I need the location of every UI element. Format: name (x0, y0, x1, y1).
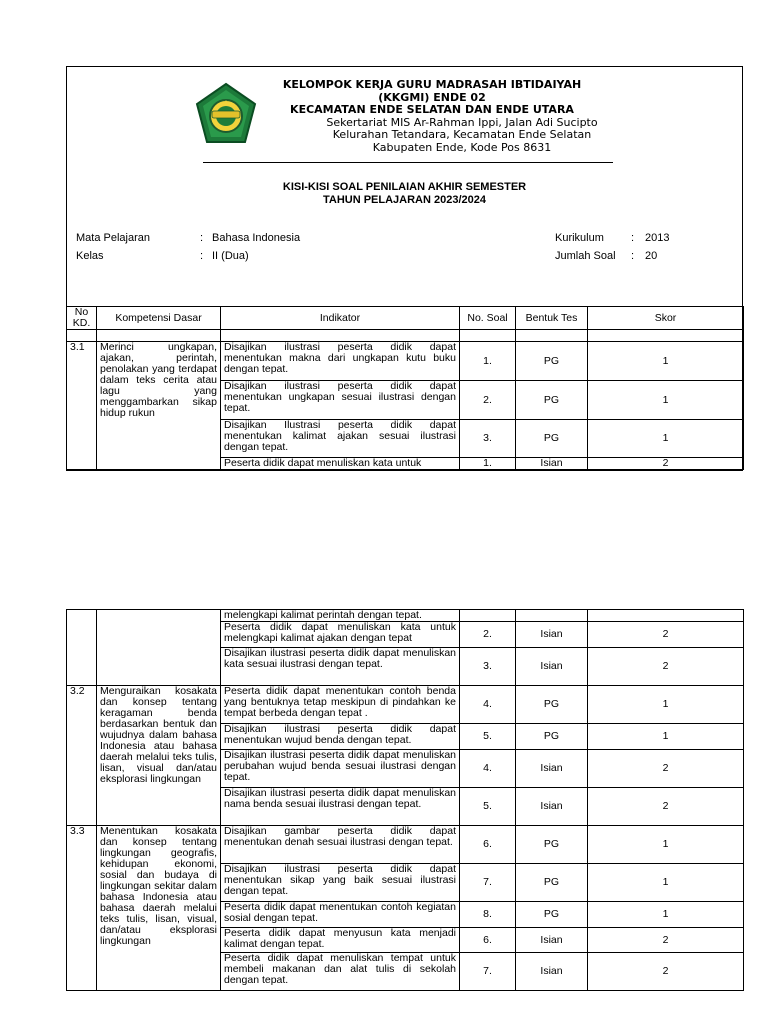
table-row (67, 826, 744, 864)
indikator-cell: Peserta didik dapat menuliskan kata untuk melengkapi kalimat ajakan dengan tepat (221, 622, 460, 648)
bentuk-cell: PG (516, 420, 588, 458)
no-soal-cell: 4. (460, 686, 516, 724)
no-soal-cell: 1. (460, 342, 516, 381)
org-line-3: KECAMATAN ENDE SELATAN DAN ENDE UTARA (290, 103, 574, 116)
header-no-kd: No KD. (67, 307, 97, 330)
no-soal-cell: 1. (460, 458, 516, 470)
table-row (67, 342, 744, 381)
bentuk-cell: Isian (516, 928, 588, 953)
mapel-label: Mata Pelajaran (76, 232, 150, 244)
mapel-value: Bahasa Indonesia (212, 232, 301, 244)
indikator-cell: Disajikan ilustrasi peserta didik dapat menuliskan kata sesuai ilustrasi dengan tepat. (221, 648, 460, 686)
skor-cell (588, 610, 744, 622)
bentuk-cell: PG (516, 381, 588, 420)
document-title (67, 181, 742, 207)
jumlah-soal-label: Jumlah Soal (555, 250, 616, 262)
kurikulum-label: Kurikulum (555, 232, 604, 244)
skor-cell: 1 (588, 826, 744, 864)
title-line-1: KISI-KISI SOAL PENILAIAN AKHIR SEMESTER (282, 181, 527, 193)
no-soal-cell: 2. (460, 622, 516, 648)
skor-cell: 2 (588, 928, 744, 953)
skor-cell: 2 (588, 622, 744, 648)
kd-text: Menentukan kosakata dan konsep tentang lingkungan geografis, kehidupan ekonomi, sosial dan budaya di lingkungan sekitar dalam bahasa Indonesia atau bahasa daerah melalui teks tulis, lisan, visual, dan/atau eksplorasi lingkungan (97, 826, 221, 991)
kd-text: Menguraikan kosakata dan konsep tentang keragaman benda berdasarkan bentuk dan wujudnya dalam bahasa Indonesia atau bahasa daerah melalui teks tulis, lisan, visual dan/atau eksplorasi lingkungan (97, 686, 221, 826)
kisi-table-page-2 (66, 609, 744, 991)
kd-number: 3.3 (67, 826, 97, 991)
kisi-table-page-1 (66, 306, 744, 470)
skor-cell: 2 (588, 953, 744, 991)
no-soal-cell: 7. (460, 864, 516, 902)
bentuk-cell: Isian (516, 788, 588, 826)
bentuk-cell: PG (516, 686, 588, 724)
no-soal-cell: 6. (460, 928, 516, 953)
skor-cell: 1 (588, 864, 744, 902)
spacer-row (67, 330, 744, 342)
colon: : (200, 232, 204, 244)
kd-text: Merinci ungkapan, ajakan, perintah, penolakan yang terdapat dalam teks cerita atau lagu yang menggambarkan sikap hidup rukun (97, 342, 221, 470)
bentuk-cell: Isian (516, 458, 588, 470)
kelas-value: II (Dua) (212, 250, 249, 262)
indikator-cell: Disajikan ilustrasi peserta didik dapat menentukan ungkapan sesuai ilustrasi dengan tepat. (221, 381, 460, 420)
kd-number: 3.2 (67, 686, 97, 826)
title-line-2: TAHUN PELAJARAN 2023/2024 (322, 194, 487, 206)
bentuk-cell: PG (516, 724, 588, 750)
bentuk-cell (516, 610, 588, 622)
colon: : (200, 250, 204, 262)
kd-number: 3.1 (67, 342, 97, 470)
bentuk-cell: Isian (516, 750, 588, 788)
bentuk-cell: PG (516, 902, 588, 928)
no-soal-cell: 3. (460, 648, 516, 686)
indikator-cell: Disajikan ilustrasi peserta didik dapat menuliskan nama benda sesuai ilustrasi dengan tepat. (221, 788, 460, 826)
indikator-cell: Peserta didik dapat menentukan contoh benda yang bentuknya tetap meskipun di pindahkan ke tempat berbeda dengan tepat . (221, 686, 460, 724)
no-soal-cell: 4. (460, 750, 516, 788)
indikator-cell: Peserta didik dapat menyusun kata menjadi kalimat dengan tepat. (221, 928, 460, 953)
skor-cell: 1 (588, 686, 744, 724)
madrasah-logo-icon (193, 82, 259, 148)
header-no-soal: No. Soal (460, 307, 516, 330)
skor-cell: 1 (588, 724, 744, 750)
skor-cell: 2 (588, 788, 744, 826)
indikator-cell: Peserta didik dapat menentukan contoh kegiatan sosial dengan tepat. (221, 902, 460, 928)
no-soal-cell: 7. (460, 953, 516, 991)
bentuk-cell: PG (516, 826, 588, 864)
skor-cell: 1 (588, 342, 744, 381)
skor-cell: 1 (588, 381, 744, 420)
header-skor: Skor (588, 307, 744, 330)
kelas-label: Kelas (76, 250, 104, 262)
indikator-cell: Peserta didik dapat menuliskan kata untuk (221, 458, 460, 470)
address-line-3: Kabupaten Ende, Kode Pos 8631 (372, 140, 552, 154)
indikator-cell: Disajikan Ilustrasi peserta didik dapat menentukan kalimat ajakan sesuai ilustrasi dengan tepat. (221, 420, 460, 458)
colon: : (631, 250, 635, 262)
bentuk-cell: PG (516, 342, 588, 381)
skor-cell: 2 (588, 458, 744, 470)
indikator-cell: melengkapi kalimat perintah dengan tepat. (221, 610, 460, 622)
bentuk-cell: Isian (516, 953, 588, 991)
no-soal-cell: 8. (460, 902, 516, 928)
indikator-cell: Disajikan ilustrasi peserta didik dapat menentukan sikap yang baik sesuai ilustrasi dengan tepat. (221, 864, 460, 902)
org-line-1: KELOMPOK KERJA GURU MADRASAH IBTIDAIYAH (282, 78, 582, 91)
address-line-1: Sekertariat MIS Ar-Rahman Ippi, Jalan Adi Sucipto (326, 115, 598, 129)
table-header-row (67, 307, 744, 330)
bentuk-cell: PG (516, 864, 588, 902)
kurikulum-value: 2013 (645, 232, 670, 244)
no-soal-cell: 5. (460, 724, 516, 750)
meta-left (76, 229, 300, 265)
bentuk-cell: Isian (516, 622, 588, 648)
no-soal-cell (460, 610, 516, 622)
header-divider (203, 162, 613, 163)
no-soal-cell: 2. (460, 381, 516, 420)
indikator-cell: Disajikan ilustrasi peserta didik dapat menentukan makna dari ungkapan kutu buku dengan tepat. (221, 342, 460, 381)
address-line-2: Kelurahan Tetandara, Kecamatan Ende Selatan (332, 128, 592, 141)
table-row (67, 686, 744, 724)
header-bentuk-tes: Bentuk Tes (516, 307, 588, 330)
colon: : (631, 232, 635, 244)
indikator-cell: Peserta didik dapat menuliskan tempat untuk membeli makanan dan alat tulis di sekolah dengan tepat. (221, 953, 460, 991)
no-soal-cell: 3. (460, 420, 516, 458)
header-kompetensi: Kompetensi Dasar (97, 307, 221, 330)
meta-right (555, 229, 669, 265)
org-line-2: (KKGMI) ENDE 02 (378, 90, 486, 104)
indikator-cell: Disajikan ilustrasi peserta didik dapat menentukan wujud benda dengan tepat. (221, 724, 460, 750)
skor-cell: 2 (588, 750, 744, 788)
no-soal-cell: 6. (460, 826, 516, 864)
indikator-cell: Disajikan gambar peserta didik dapat menentukan denah sesuai ilustrasi dengan tepat. (221, 826, 460, 864)
table-row (67, 610, 744, 622)
header-indikator: Indikator (221, 307, 460, 330)
skor-cell: 2 (588, 648, 744, 686)
indikator-cell: Disajikan ilustrasi peserta didik dapat menuliskan perubahan wujud benda sesuai ilustrasi dengan tepat. (221, 750, 460, 788)
bentuk-cell: Isian (516, 648, 588, 686)
jumlah-soal-value: 20 (645, 250, 658, 262)
skor-cell: 1 (588, 902, 744, 928)
no-soal-cell: 5. (460, 788, 516, 826)
skor-cell: 1 (588, 420, 744, 458)
